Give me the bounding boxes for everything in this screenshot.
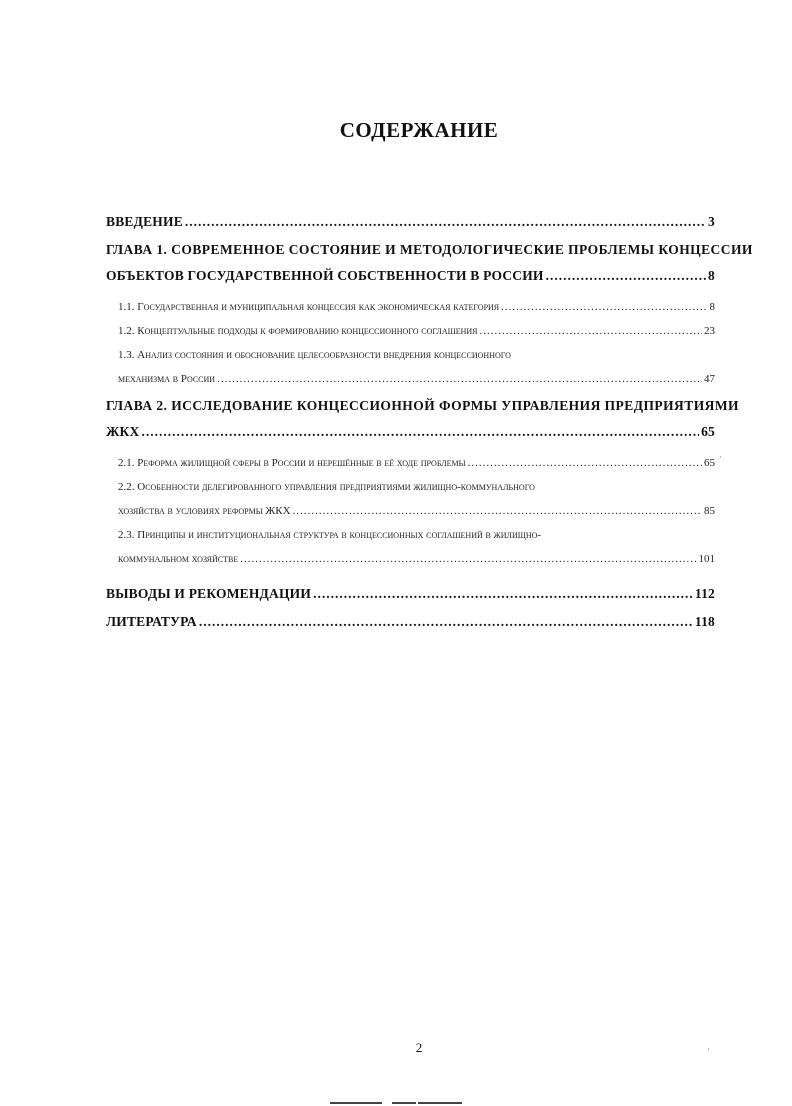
leader-dots	[199, 609, 693, 635]
toc-entry-section-2-2[interactable]	[118, 499, 715, 523]
toc-section-page: 47	[704, 373, 715, 385]
toc-conclusions-label: ВЫВОДЫ И РЕКОМЕНДАЦИИ	[106, 586, 312, 601]
leader-dots	[185, 209, 706, 235]
toc-section-page: 65	[704, 457, 715, 469]
scan-edge-mark	[330, 1102, 382, 1104]
toc-chapter-1	[106, 237, 753, 289]
leader-dots	[501, 295, 707, 319]
toc-section-1-3-line1[interactable]: 1.3. Анализ состояния и обоснование целесообразности внедрения концессионного	[118, 349, 511, 361]
toc-section-page: 8	[709, 301, 715, 313]
leader-dots	[293, 499, 702, 523]
toc-entry-literature[interactable]	[106, 609, 715, 635]
toc-entry-intro[interactable]	[106, 209, 715, 235]
scan-edge-mark	[418, 1102, 462, 1104]
leader-dots	[240, 547, 696, 571]
toc-section-label: 1.2. Концептуальные подходы к формированию концессионного соглашения	[118, 325, 478, 337]
toc-entry-section-1-3[interactable]	[118, 367, 715, 391]
page-title: СОДЕРЖАНИЕ	[339, 118, 499, 142]
page-number: 2	[415, 1040, 423, 1055]
toc-literature	[106, 609, 715, 635]
toc-intro-label: ВВЕДЕНИЕ	[106, 214, 183, 229]
table-of-contents	[106, 209, 753, 635]
toc-entry-chapter-2[interactable]	[106, 419, 715, 445]
toc-chapter-1-sections	[118, 289, 715, 391]
scan-speck: ·	[707, 1044, 710, 1054]
toc-section-label: механизма в России	[118, 373, 216, 385]
toc-entry-section-2-1[interactable]	[118, 451, 715, 475]
toc-conclusions	[106, 581, 715, 607]
toc-chapter-2	[106, 393, 739, 445]
scan-edge-mark	[392, 1102, 416, 1104]
toc-section-label: 2.1. Реформа жилищной сферы в России и нерешённые в её ходе проблемы	[118, 457, 466, 469]
leader-dots	[479, 319, 702, 343]
toc-section-page: 85	[704, 505, 715, 517]
toc-section-page: 23	[704, 325, 715, 337]
toc-entry-section-1-2[interactable]	[118, 319, 715, 343]
leader-dots	[468, 451, 702, 475]
toc-literature-page: 118	[694, 614, 715, 629]
toc-chapter-2-title-line1[interactable]: ГЛАВА 2. ИССЛЕДОВАНИЕ КОНЦЕССИОННОЙ ФОРМЫ УПРАВЛЕНИЯ ПРЕДПРИЯТИЯМИ	[106, 398, 739, 413]
toc-literature-label: ЛИТЕРАТУРА	[106, 614, 197, 629]
toc-section-label: 1.1. Государственная и муниципальная концессия как экономическая категория	[118, 301, 500, 313]
toc-entry-section-1-1[interactable]	[118, 295, 715, 319]
toc-entry-chapter-1[interactable]	[106, 263, 715, 289]
toc-section-label: коммунальном хозяйстве	[118, 553, 239, 565]
toc-conclusions-page: 112	[694, 586, 715, 601]
toc-entry-conclusions[interactable]	[106, 581, 715, 607]
toc-section-page: 101	[698, 553, 715, 565]
toc-section-2-3-line1[interactable]: 2.3. Принципы и институциональная структура в концессионных соглашений в жилищно-	[118, 529, 542, 541]
toc-chapter-1-title-line2: ОБЪЕКТОВ ГОСУДАРСТВЕННОЙ СОБСТВЕННОСТИ В РОССИИ	[106, 268, 544, 283]
toc-intro	[106, 209, 715, 235]
toc-section-2-2-line1[interactable]: 2.2. Особенности делегированного управления предприятиями жилищно-коммунального	[118, 481, 535, 493]
leader-dots	[217, 367, 702, 391]
leader-dots	[142, 419, 700, 445]
leader-dots	[313, 581, 693, 607]
scan-speck: ·	[719, 452, 722, 462]
toc-chapter-2-title-line2: ЖКХ	[106, 424, 140, 439]
toc-chapter-2-sections	[118, 445, 715, 571]
toc-chapter-2-page: 65	[701, 424, 715, 439]
leader-dots	[546, 263, 706, 289]
toc-section-label: хозяйства в условиях реформы ЖКХ	[118, 505, 291, 517]
toc-intro-page: 3	[708, 214, 715, 229]
toc-chapter-1-page: 8	[708, 268, 715, 283]
toc-chapter-1-title-line1[interactable]: ГЛАВА 1. СОВРЕМЕННОЕ СОСТОЯНИЕ И МЕТОДОЛОГИЧЕСКИЕ ПРОБЛЕМЫ КОНЦЕССИИ	[106, 242, 753, 257]
toc-entry-section-2-3[interactable]	[118, 547, 715, 571]
